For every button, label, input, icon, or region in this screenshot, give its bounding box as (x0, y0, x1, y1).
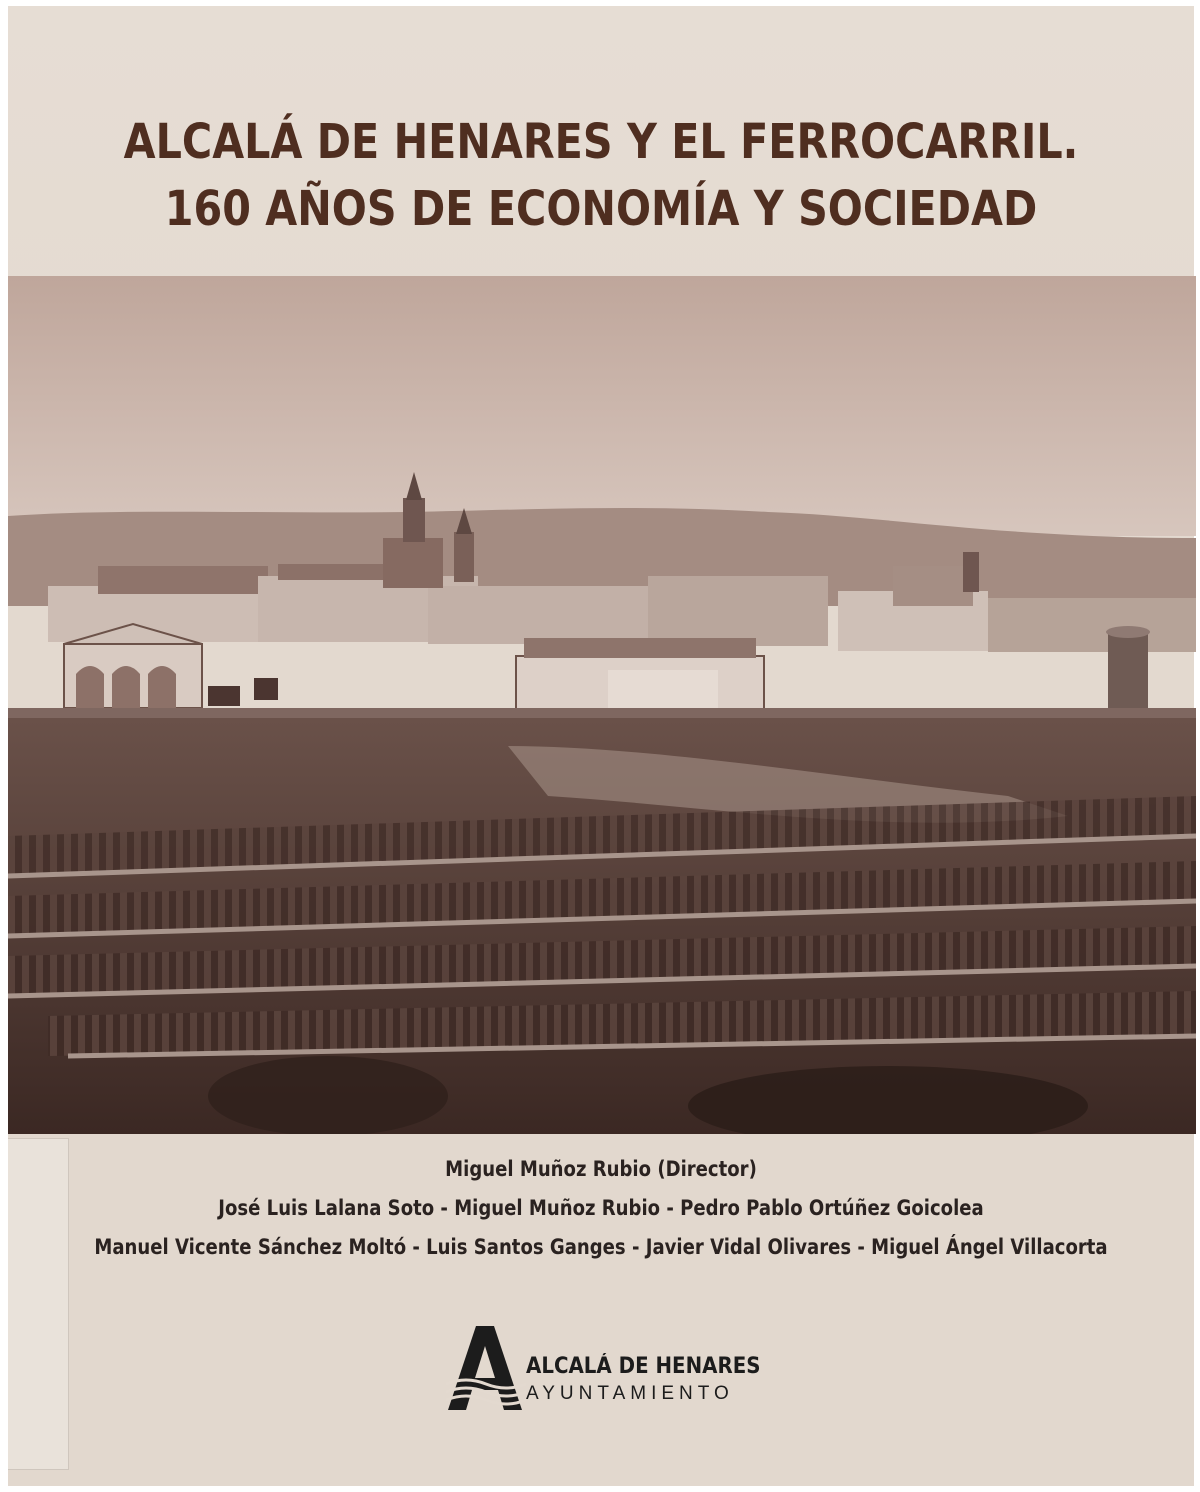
historic-railway-station-photo (8, 276, 1196, 1134)
publisher-subtitle: AYUNTAMIENTO (526, 1383, 734, 1404)
credit-director: Miguel Muñoz Rubio (Director) (445, 1157, 757, 1181)
credit-authors-line-1: José Luis Lalana Soto - Miguel Muñoz Rubio - Pedro Pablo Ortúñez Goicolea (218, 1196, 984, 1220)
library-sticker (8, 1138, 69, 1470)
title-line-1: ALCALÁ DE HENARES Y EL FERROCARRIL. (123, 114, 1079, 170)
credit-authors-line-2: Manuel Vicente Sánchez Moltó - Luis Santos Ganges - Javier Vidal Olivares - Miguel Ángel Villacorta (94, 1235, 1108, 1259)
publisher-logo (442, 1324, 772, 1414)
a-letter-logo-icon (442, 1324, 526, 1414)
publisher-name: ALCALÁ DE HENARES (526, 1354, 761, 1379)
title-line-2: 160 AÑOS DE ECONOMÍA Y SOCIEDAD (164, 181, 1038, 237)
book-cover (8, 6, 1194, 1486)
